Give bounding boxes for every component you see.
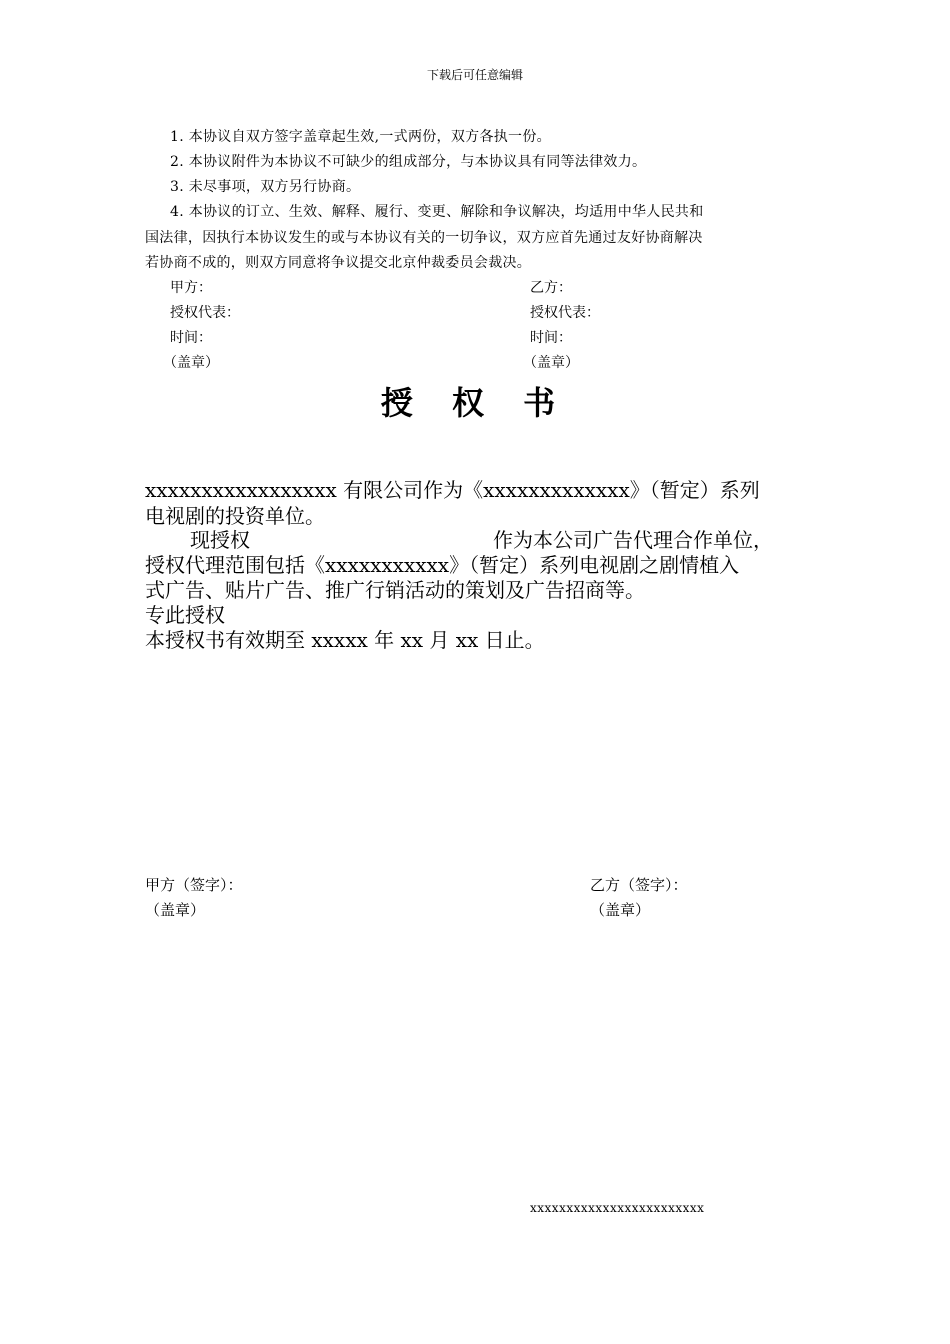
auth-grant-suffix: 作为本公司广告代理合作单位， <box>493 528 773 552</box>
party-b-time: 时间： <box>530 330 572 346</box>
clause-2: 2. 本协议附件为本协议不可缺少的组成部分，与本协议具有同等法律效力。 <box>170 154 647 170</box>
party-a-seal: （盖章） <box>163 355 219 371</box>
auth-line-4: 式广告、贴片广告、推广行销活动的策划及广告招商等。 <box>145 578 645 602</box>
auth-line-3: 授权代理范围包括《xxxxxxxxxxx》（暂定）系列电视剧之剧情植入 <box>145 553 740 577</box>
clause-4: 4. 本协议的订立、生效、解释、履行、变更、解除和争议解决，均适用中华人民共和 <box>170 204 704 220</box>
party-b-sign: 乙方（签字）： <box>590 876 688 894</box>
party-a-sign-seal: （盖章） <box>145 901 206 919</box>
party-b-seal: （盖章） <box>523 355 579 371</box>
footer-code: xxxxxxxxxxxxxxxxxxxxxxxx <box>530 1201 705 1215</box>
party-a-rep: 授权代表： <box>170 305 240 321</box>
auth-line-6: 本授权书有效期至 xxxxx 年 xx 月 xx 日止。 <box>145 628 545 652</box>
auth-line-2: 电视剧的投资单位。 <box>145 504 325 528</box>
document-title: 授 权 书 <box>380 384 570 422</box>
auth-grant-prefix: 现授权 <box>190 528 250 552</box>
clause-4-cont-1: 国法律，因执行本协议发生的或与本协议有关的一切争议，双方应首先通过友好协商解决 <box>145 230 703 246</box>
party-b-label: 乙方： <box>530 280 572 296</box>
party-a-sign: 甲方（签字）： <box>145 876 243 894</box>
party-b-rep: 授权代表： <box>530 305 600 321</box>
clause-4-cont-2: 若协商不成的，则双方同意将争议提交北京仲裁委员会裁决。 <box>145 255 532 271</box>
party-a-time: 时间： <box>170 330 212 346</box>
party-b-sign-seal: （盖章） <box>590 901 651 919</box>
clause-1: 1. 本协议自双方签字盖章起生效,一式两份，双方各执一份。 <box>170 129 551 145</box>
auth-line-5: 专此授权 <box>145 603 225 627</box>
party-a-label: 甲方： <box>170 280 212 296</box>
auth-line-1: xxxxxxxxxxxxxxxxx 有限公司作为《xxxxxxxxxxxxx》（暂定）系列 <box>145 478 760 502</box>
clause-3: 3. 未尽事项，双方另行协商。 <box>170 179 361 195</box>
header-note: 下载后可任意编辑 <box>426 68 523 82</box>
